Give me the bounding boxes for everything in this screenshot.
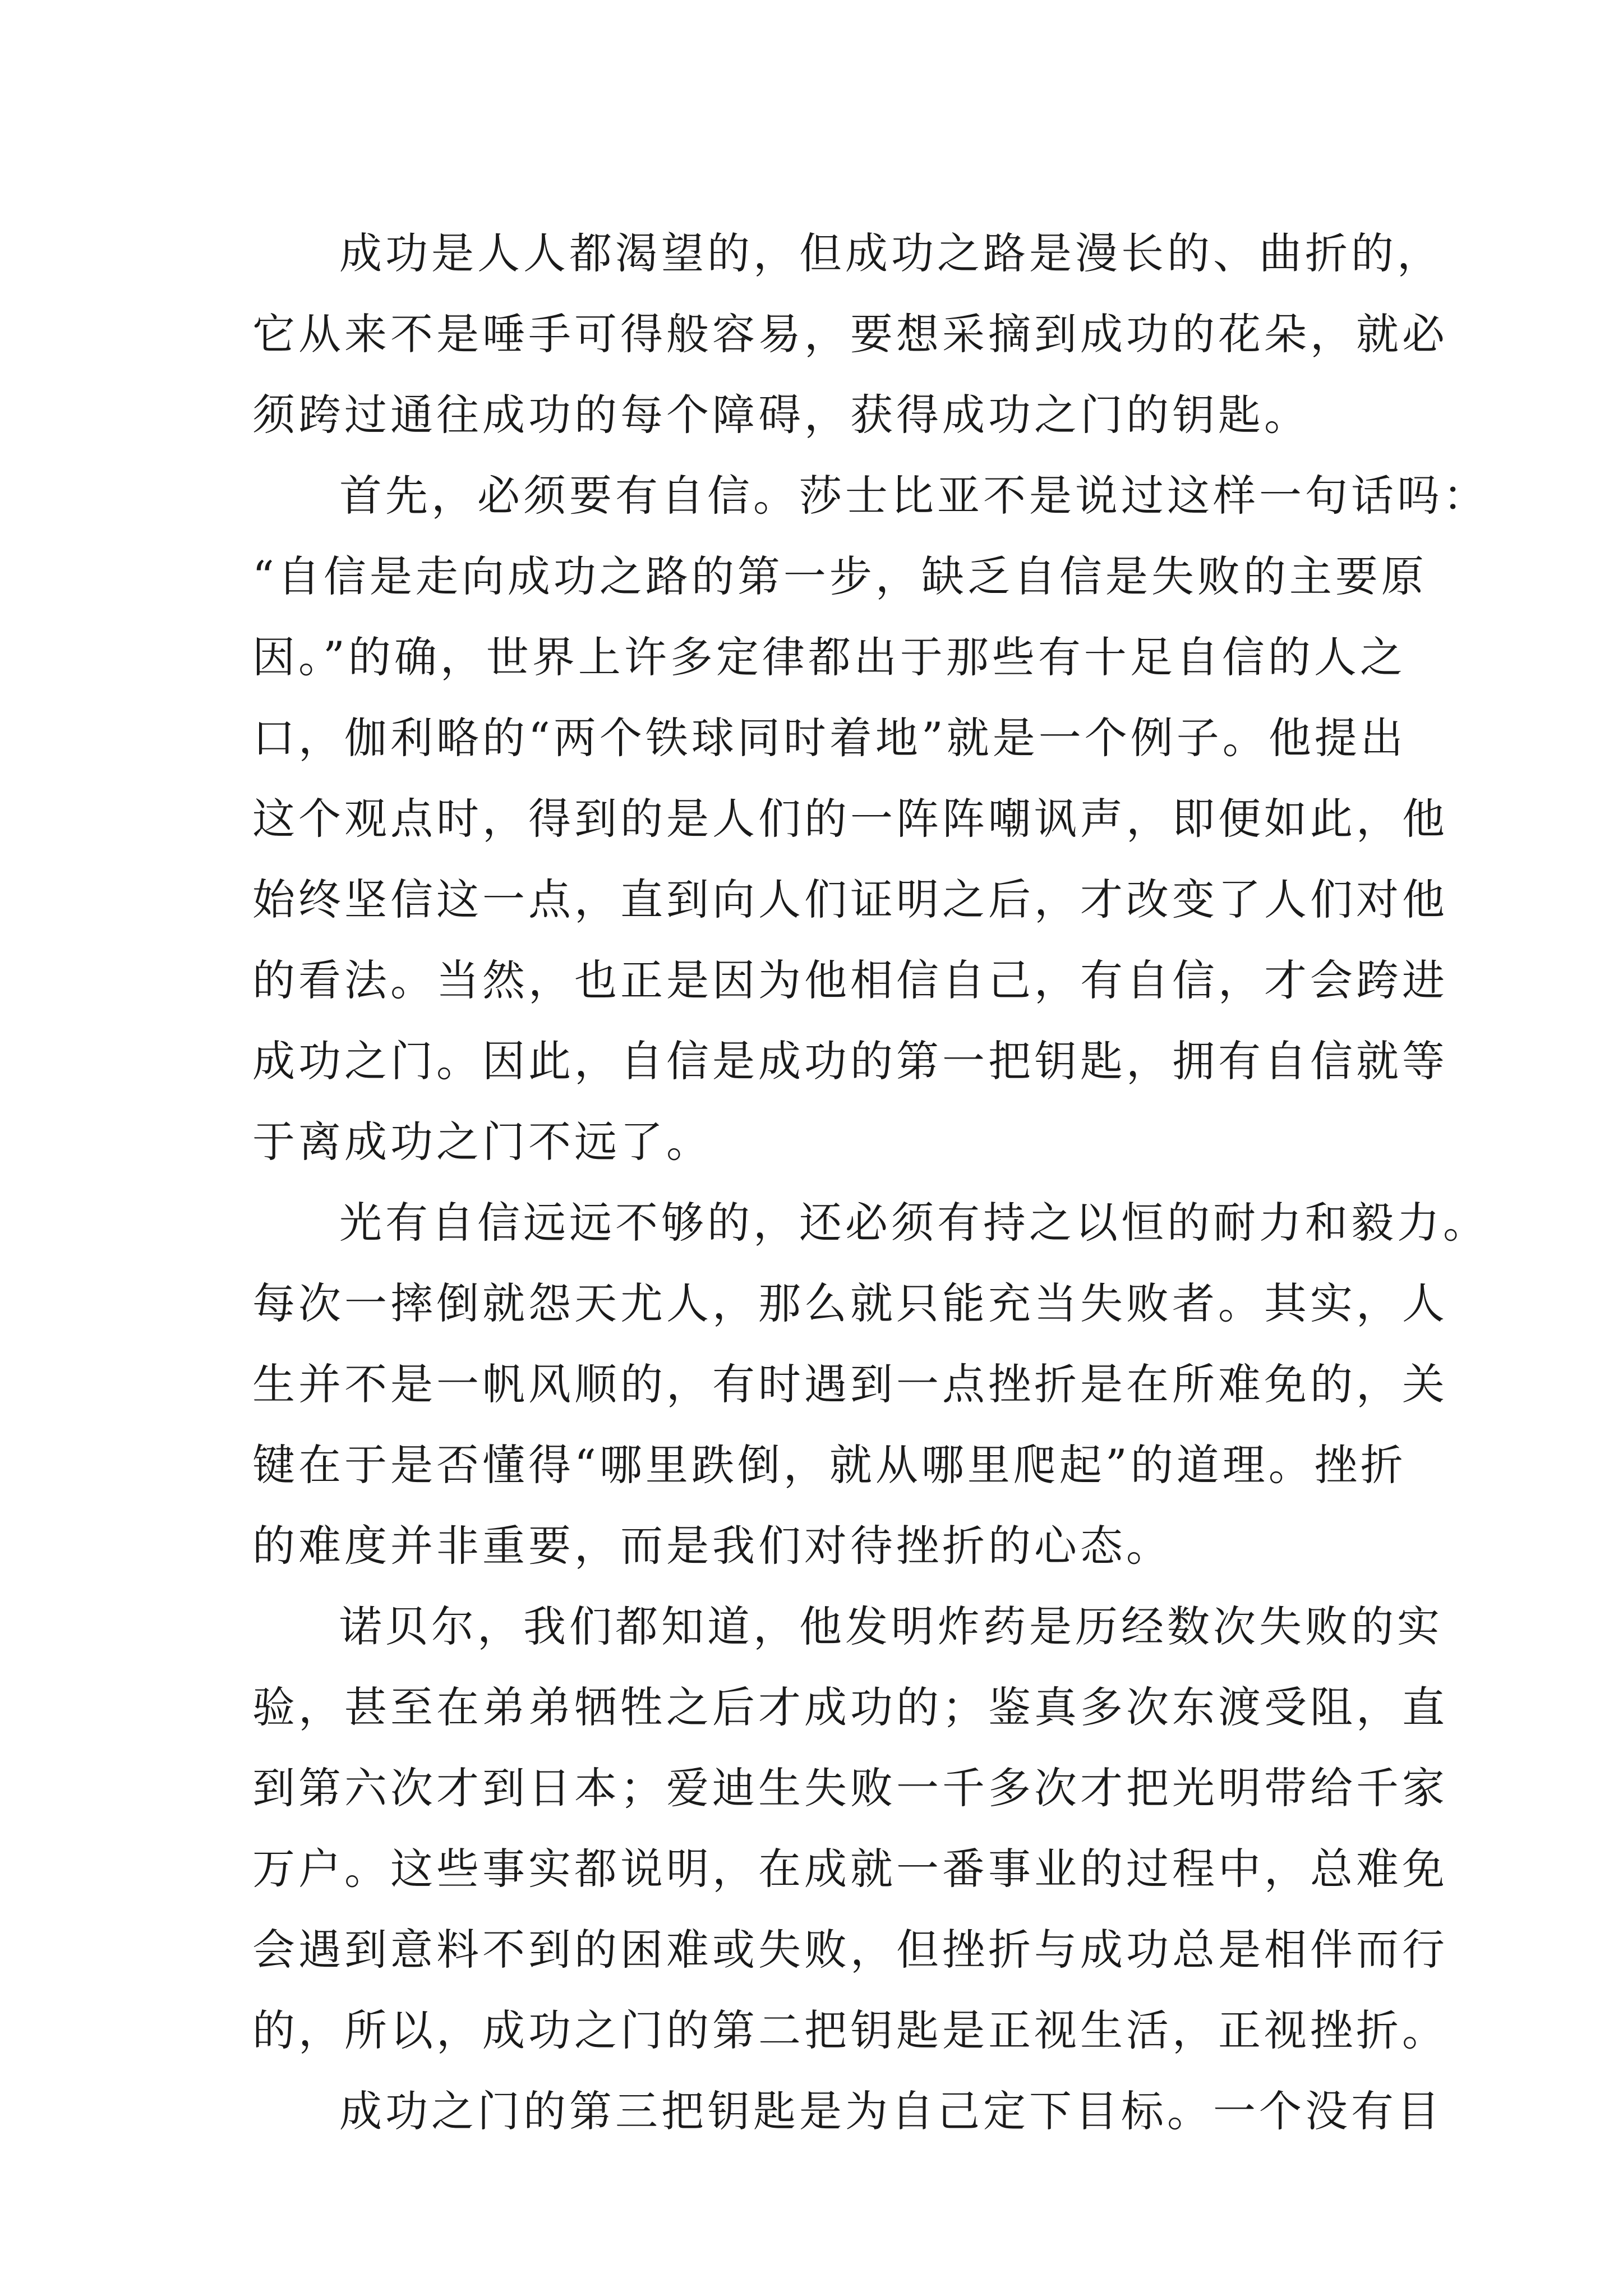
text-line: 诺贝尔，我们都知道，他发明炸药是历经数次失败的实: [339, 1602, 1443, 1651]
text-line: 每次一摔倒就怨天尤人，那么就只能充当失败者。其实，人: [252, 1278, 1448, 1328]
text-line: 验，甚至在弟弟牺牲之后才成功的；鉴真多次东渡受阻，直: [252, 1682, 1448, 1732]
text-line: 成功之门的第三把钥匙是为自己定下目标。一个没有目: [339, 2086, 1443, 2136]
text-line: 万户。这些事实都说明，在成就一番事业的过程中，总难免: [252, 1844, 1448, 1894]
text-line: 首先，必须要有自信。莎士比亚不是说过这样一句话吗：: [339, 471, 1489, 521]
text-line: 须跨过通往成功的每个障碍，获得成功之门的钥匙。: [252, 390, 1310, 440]
text-line: 始终坚信这一点，直到向人们证明之后，才改变了人们对他: [252, 875, 1448, 924]
text-line: 到第六次才到日本；爱迪生失败一千多次才把光明带给千家: [252, 1763, 1448, 1813]
text-line: 光有自信远远不够的，还必须有持之以恒的耐力和毅力。: [339, 1198, 1489, 1248]
text-line: 口，伽利略的“两个铁球同时着地”就是一个例子。他提出: [252, 713, 1407, 763]
text-line: 的看法。当然，也正是因为他相信自己，有自信，才会跨进: [252, 955, 1448, 1005]
body-text: [252, 213, 1489, 2152]
text-line: 这个观点时，得到的是人们的一阵阵嘲讽声，即便如此，他: [252, 794, 1448, 844]
text-line: “自信是走向成功之路的第一步，缺乏自信是失败的主要原: [252, 551, 1427, 601]
text-line: 会遇到意料不到的困难或失败，但挫折与成功总是相伴而行: [252, 1925, 1448, 1975]
text-line: 的，所以，成功之门的第二把钥匙是正视生活，正视挫折。: [252, 2005, 1448, 2055]
text-line: 因。”的确，世界上许多定律都出于那些有十足自信的人之: [252, 632, 1406, 682]
text-line: 它从来不是唾手可得般容易，要想采摘到成功的花朵，就必: [252, 309, 1448, 359]
text-line: 成功之门。因此，自信是成功的第一把钥匙，拥有自信就等: [252, 1036, 1448, 1086]
text-line: 成功是人人都渴望的，但成功之路是漫长的、曲折的，: [339, 228, 1443, 278]
text-line: 的难度并非重要，而是我们对待挫折的心态。: [252, 1521, 1172, 1571]
text-line: 生并不是一帆风顺的，有时遇到一点挫折是在所难免的，关: [252, 1359, 1448, 1409]
text-line: 键在于是否懂得“哪里跌倒，就从哪里爬起”的道理。挫折: [252, 1440, 1407, 1490]
text-line: 于离成功之门不远了。: [252, 1117, 712, 1167]
